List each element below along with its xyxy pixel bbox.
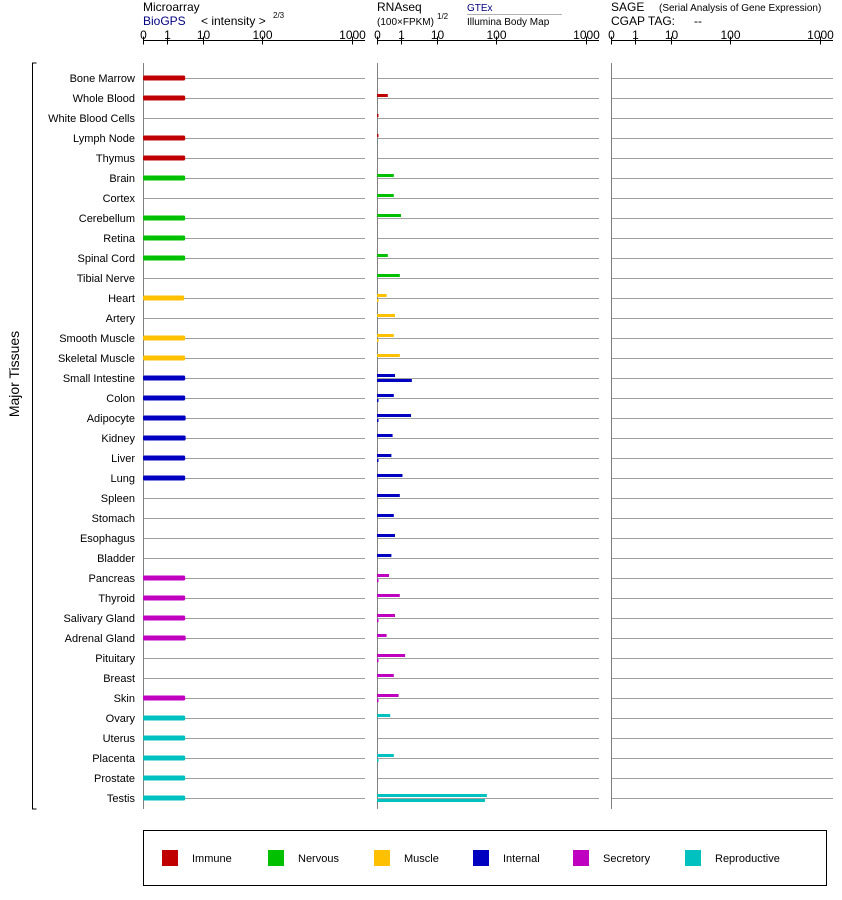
rnaseq-gtex-bar (377, 694, 399, 697)
tissue-label: Whole Blood (72, 93, 135, 105)
tissue-label: Liver (111, 453, 135, 465)
microarray-bar (143, 436, 186, 441)
tissue-label: Prostate (94, 773, 135, 785)
tissue-label: Testis (106, 793, 135, 805)
microarray-bar (143, 76, 185, 81)
tissue-label: Brain (109, 173, 135, 185)
sage-subtitle: (Serial Analysis of Gene Expression) (659, 3, 822, 14)
rnaseq-gtex-bar (377, 414, 411, 417)
rnaseq-unit-exponent: 1/2 (437, 12, 449, 21)
microarray-bar (143, 356, 185, 361)
rnaseq-gtex-bar (377, 474, 402, 477)
major-tissues-label: Major Tissues (6, 330, 22, 418)
microarray-bar (143, 596, 185, 601)
microarray-bar (143, 616, 185, 621)
legend-swatch-immune (162, 850, 178, 866)
tissue-label: Esophagus (79, 533, 135, 545)
rnaseq-bodymap-bar (377, 459, 379, 462)
microarray-bar (143, 636, 186, 641)
sage-tick-label: 0 (608, 28, 615, 42)
legend-label-muscle: Muscle (404, 853, 439, 865)
tissue-label: Bladder (97, 553, 135, 565)
microarray-bar (143, 296, 184, 301)
cgap-tag-label: CGAP TAG: (611, 14, 676, 28)
rnaseq-bodymap-bar (377, 379, 412, 382)
legend-swatch-secretory (573, 850, 589, 866)
rnaseq-gtex-bar (377, 594, 400, 597)
tissue-label: Salivary Gland (63, 613, 135, 625)
microarray-bar (143, 796, 185, 801)
rnaseq-bodymap-bar (377, 699, 379, 702)
tissue-label: Bone Marrow (69, 73, 135, 85)
microarray-bar (143, 336, 185, 341)
microarray-bar (143, 136, 185, 141)
rnaseq-gtex-bar (377, 454, 391, 457)
sage-tick-label: 10 (664, 28, 679, 42)
tissue-label: Colon (106, 393, 135, 405)
tissue-label: Smooth Muscle (59, 333, 135, 345)
rnaseq-gtex-bar (377, 614, 395, 617)
tissue-label: Thyroid (98, 593, 135, 605)
tissue-label: Stomach (91, 513, 135, 525)
microarray-tick-label: 100 (252, 28, 273, 42)
rnaseq-bodymap-bar (377, 799, 485, 802)
tissue-label: Skeletal Muscle (57, 353, 135, 365)
microarray-bar (143, 456, 185, 461)
microarray-bar (143, 696, 185, 701)
legend-swatch-muscle (374, 850, 390, 866)
biogps-link[interactable]: BioGPS (143, 14, 186, 28)
microarray-bar (143, 416, 186, 421)
rnaseq-bodymap-bar (377, 399, 379, 402)
illumina-bodymap-label: Illumina Body Map (467, 17, 550, 28)
microarray-tick-label: 10 (196, 28, 211, 42)
microarray-bar (143, 396, 185, 401)
rnaseq-gtex-bar (377, 94, 388, 97)
tissue-label: Retina (103, 233, 135, 245)
sage-title: SAGE (611, 0, 645, 14)
legend-label-internal: Internal (503, 853, 540, 865)
microarray-tick-label: 1000 (339, 28, 366, 42)
rnaseq-gtex-bar (377, 374, 395, 377)
tissue-label: Spleen (100, 493, 135, 505)
rnaseq-gtex-bar (377, 114, 379, 117)
rnaseq-bodymap-bar (377, 299, 379, 302)
tissue-label: Spinal Cord (77, 253, 135, 265)
microarray-bar (143, 756, 185, 761)
microarray-tick-label: 0 (140, 28, 147, 42)
tissue-label: Skin (113, 693, 135, 705)
rnaseq-bodymap-bar (377, 759, 379, 762)
tissue-label: Artery (105, 313, 135, 325)
microarray-bar (143, 576, 185, 581)
microarray-bar (143, 716, 185, 721)
legend-label-immune: Immune (192, 853, 232, 865)
tissue-label: Placenta (92, 753, 135, 765)
rnaseq-gtex-bar (377, 274, 400, 277)
microarray-bar (143, 256, 185, 261)
microarray-title: Microarray (143, 0, 200, 14)
rnaseq-gtex-bar (377, 554, 391, 557)
rnaseq-gtex-bar (377, 534, 395, 537)
tissue-label: Thymus (95, 153, 135, 165)
rnaseq-tick-label: 1 (398, 28, 405, 42)
microarray-bar (143, 736, 185, 741)
intensity-exponent: 2/3 (273, 11, 285, 20)
rnaseq-gtex-bar (377, 254, 388, 257)
rnaseq-gtex-bar (377, 794, 487, 797)
legend-swatch-nervous (268, 850, 284, 866)
sage-tick-label: 1 (632, 28, 639, 42)
rnaseq-tick-label: 1000 (573, 28, 600, 42)
tissue-label: Tibial Nerve (76, 273, 135, 285)
tissue-label: Lung (110, 473, 135, 485)
gtex-link[interactable]: GTEx (467, 3, 493, 14)
rnaseq-gtex-bar (377, 394, 394, 397)
tissue-label: Cortex (102, 193, 135, 205)
legend-swatch-reproductive (685, 850, 701, 866)
tissue-label: Adipocyte (86, 413, 135, 425)
rnaseq-gtex-bar (377, 674, 394, 677)
rnaseq-bodymap-bar (377, 619, 379, 622)
major-tissues-bracket (33, 63, 37, 809)
microarray-bar (143, 176, 185, 181)
tissue-label: Pancreas (88, 573, 135, 585)
rnaseq-gtex-bar (377, 214, 401, 217)
rnaseq-tick-label: 100 (486, 28, 507, 42)
legend-label-nervous: Nervous (298, 853, 339, 865)
rnaseq-gtex-bar (377, 354, 400, 357)
tissue-label: Pituitary (95, 653, 135, 665)
cgap-tag-value: -- (694, 14, 702, 28)
rnaseq-bodymap-bar (377, 579, 379, 582)
tissue-label: Lymph Node (73, 133, 135, 145)
rnaseq-gtex-bar (377, 174, 394, 177)
microarray-bar (143, 776, 185, 781)
tissue-label: Cerebellum (78, 213, 135, 225)
tissue-label: Kidney (101, 433, 135, 445)
rnaseq-gtex-bar (377, 314, 395, 317)
rnaseq-gtex-bar (377, 754, 394, 757)
microarray-bar (143, 96, 185, 101)
rnaseq-title: RNAseq (377, 0, 422, 14)
tissue-label: Heart (108, 293, 135, 305)
legend-swatch-internal (473, 850, 489, 866)
rnaseq-gtex-bar (377, 494, 400, 497)
rnaseq-gtex-bar (377, 294, 387, 297)
rnaseq-gtex-bar (377, 194, 394, 197)
legend-label-reproductive: Reproductive (715, 853, 780, 865)
rnaseq-gtex-bar (377, 434, 393, 437)
rnaseq-unit: (100×FPKM) (377, 17, 434, 28)
microarray-bar (143, 376, 185, 381)
sage-tick-label: 1000 (807, 28, 834, 42)
microarray-tick-label: 1 (164, 28, 171, 42)
rnaseq-tick-label: 10 (430, 28, 445, 42)
tissue-label: Adrenal Gland (64, 633, 135, 645)
tissue-label: Uterus (102, 733, 135, 745)
microarray-bar (143, 156, 185, 161)
rnaseq-tick-label: 0 (374, 28, 381, 42)
tissue-label: White Blood Cells (48, 113, 135, 125)
tissue-label: Ovary (105, 713, 135, 725)
rnaseq-gtex-bar (377, 714, 390, 717)
legend-label-secretory: Secretory (603, 853, 651, 865)
rnaseq-gtex-bar (377, 334, 394, 337)
tissue-label: Small Intestine (62, 373, 135, 385)
rnaseq-gtex-bar (377, 574, 389, 577)
rnaseq-bodymap-bar (377, 659, 379, 662)
rnaseq-gtex-bar (377, 654, 405, 657)
sage-tick-label: 100 (720, 28, 741, 42)
microarray-bar (143, 236, 185, 241)
rnaseq-gtex-bar (377, 134, 379, 137)
rnaseq-gtex-bar (377, 634, 387, 637)
rnaseq-bodymap-bar (377, 419, 379, 422)
intensity-label: < intensity > (201, 14, 266, 28)
rnaseq-gtex-bar (377, 514, 394, 517)
microarray-bar (143, 476, 185, 481)
rnaseq-bodymap-bar (377, 339, 379, 342)
microarray-bar (143, 216, 185, 221)
tissue-label: Breast (103, 673, 135, 685)
